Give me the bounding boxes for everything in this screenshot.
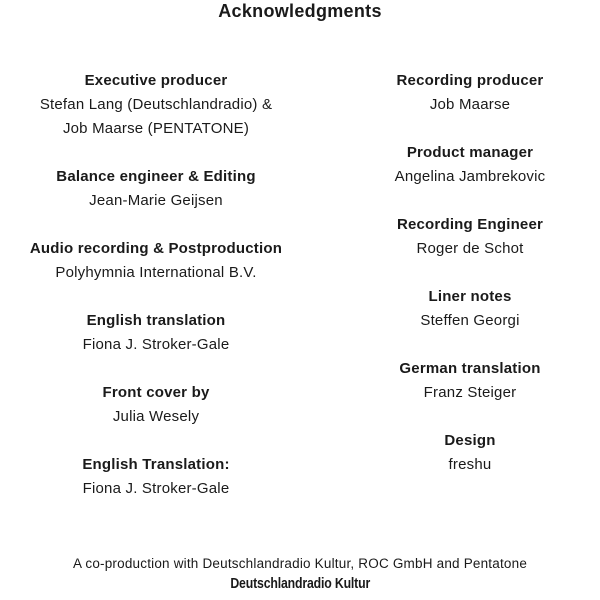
credit-role: Product manager <box>406 144 534 161</box>
credit-role: Audio recording & Postproduction <box>29 240 283 257</box>
credit-role: Recording producer <box>396 72 544 89</box>
credit-name: Jean-Marie Geijsen <box>89 192 223 209</box>
credit-block-recording-engineer <box>340 213 600 261</box>
footer-coproduction: A co-production with Deutschlandradio Kultur, ROC GmbH and Pentatone <box>72 556 528 571</box>
credit-block-balance-engineer <box>0 165 312 213</box>
credit-name: Job Maarse (PENTATONE) <box>62 120 250 137</box>
credit-block-executive-producer <box>0 69 312 141</box>
credit-role: Front cover by <box>102 384 210 401</box>
credit-name: Angelina Jambrekovic <box>394 168 546 185</box>
credit-role: Recording Engineer <box>396 216 544 233</box>
credit-block-front-cover <box>0 381 312 429</box>
publisher-logo <box>0 575 600 592</box>
credit-name: Franz Steiger <box>423 384 517 401</box>
credits-right-column <box>340 69 600 501</box>
credit-name: Polyhymnia International B.V. <box>55 264 257 281</box>
credit-block-english-translation-2 <box>0 453 312 501</box>
credit-role: Balance engineer & Editing <box>56 168 256 185</box>
credit-role: Executive producer <box>84 72 228 89</box>
credit-block-design <box>340 429 600 477</box>
credit-name: Fiona J. Stroker-Gale <box>82 480 230 497</box>
credit-role: Liner notes <box>428 288 512 305</box>
credit-role: German translation <box>399 360 541 377</box>
publisher-logo-text: Deutschlandradio Kultur <box>230 575 370 592</box>
credit-block-liner-notes <box>340 285 600 333</box>
credit-block-english-translation <box>0 309 312 357</box>
credit-block-german-translation <box>340 357 600 405</box>
credit-name: freshu <box>448 456 492 473</box>
credit-block-product-manager <box>340 141 600 189</box>
credit-role: English Translation: <box>82 456 230 473</box>
page-title: Acknowledgments <box>218 1 382 21</box>
credit-role: Design <box>444 432 496 449</box>
credit-name: Steffen Georgi <box>420 312 520 329</box>
credit-name: Roger de Schot <box>416 240 524 257</box>
credit-name: Fiona J. Stroker-Gale <box>82 336 230 353</box>
credit-name: Job Maarse <box>429 96 511 113</box>
credits-left-column <box>0 69 312 525</box>
credit-role: English translation <box>86 312 226 329</box>
credit-block-recording-producer <box>340 69 600 117</box>
credit-block-audio-recording <box>0 237 312 285</box>
credit-name: Julia Wesely <box>112 408 200 425</box>
credit-name: Stefan Lang (Deutschlandradio) & <box>39 96 273 113</box>
